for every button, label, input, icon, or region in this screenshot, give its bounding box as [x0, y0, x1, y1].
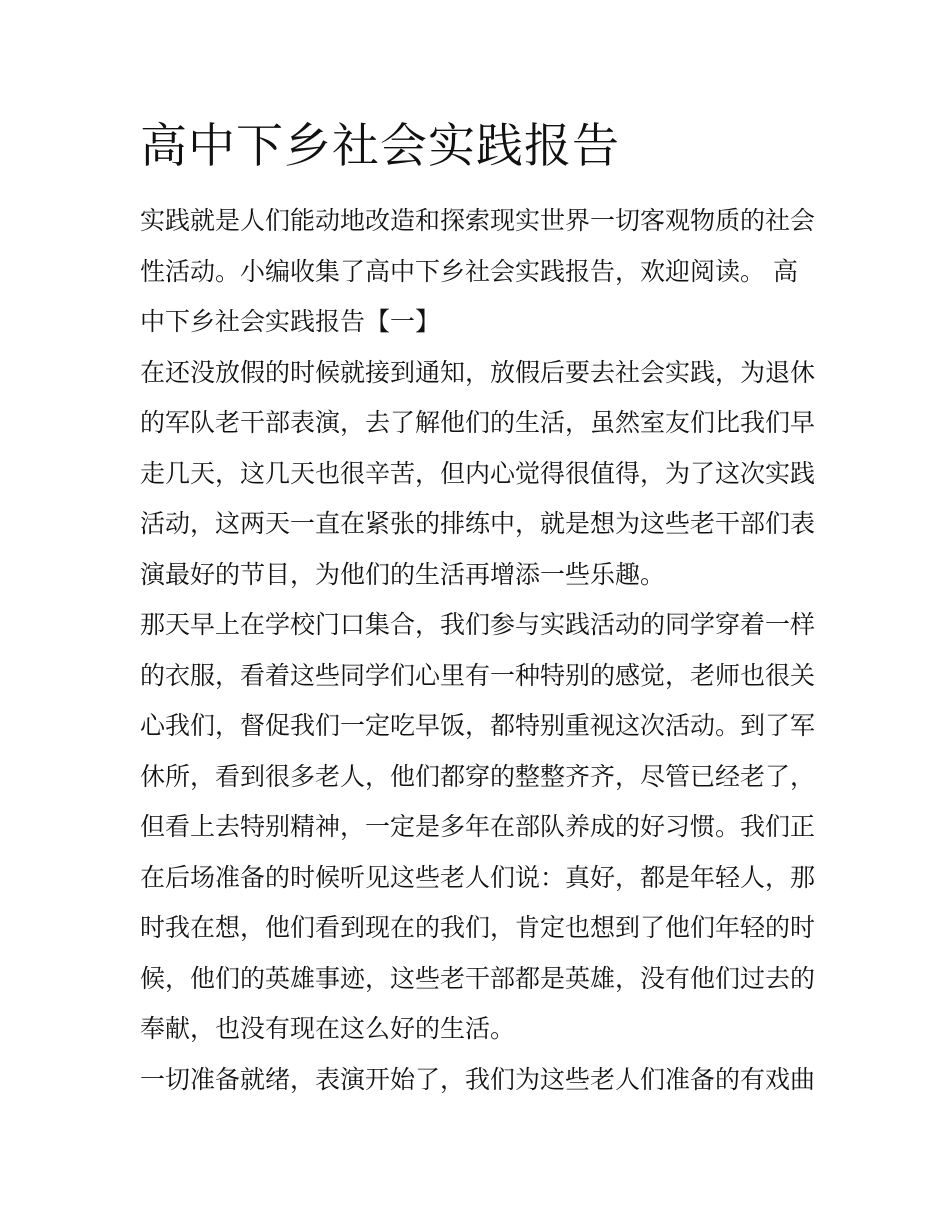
- text-line: 的军队老干部表演，去了解他们的生活，虽然室友们比我们早: [140, 408, 816, 437]
- text-line: 的衣服，看着这些同学们心里有一种特别的感觉，老师也很关: [140, 660, 816, 690]
- text-line: 演最好的节目，为他们的生活再增添一些乐趣。: [140, 559, 666, 589]
- text-line: 在后场准备的时候听见这些老人们说：真好，都是年轻人，那: [140, 862, 816, 892]
- text-line: 一切准备就绪，表演开始了，我们为这些老人们准备的有戏曲: [140, 1064, 816, 1094]
- text-line: 在还没放假的时候就接到通知，放假后要去社会实践，为退休: [140, 357, 816, 387]
- text-line: 心我们，督促我们一定吃早饭，都特别重视这次活动。到了军: [140, 711, 816, 740]
- text-line: 性活动。小编收集了高中下乡社会实践报告，欢迎阅读。 高: [140, 256, 798, 286]
- text-line: 时我在想，他们看到现在的我们，肯定也想到了他们年轻的时: [140, 913, 816, 942]
- text-line: 实践就是人们能动地改造和探索现实世界一切客观物质的社会: [140, 206, 816, 235]
- text-line: 候，他们的英雄事迹，这些老干部都是英雄，没有他们过去的: [140, 963, 816, 993]
- text-line: 活动，这两天一直在紧张的排练中，就是想为这些老干部们表: [140, 509, 816, 538]
- text-line: 走几天，这几天也很辛苦，但内心觉得很值得，为了这次实践: [140, 458, 816, 488]
- document-body: [140, 196, 820, 1105]
- text-line: 奉献，也没有现在这么好的生活。: [140, 1014, 516, 1043]
- text-line: 中下乡社会实践报告【一】: [140, 307, 441, 336]
- text-line: 休所，看到很多老人，他们都穿的整整齐齐，尽管已经老了，: [140, 761, 816, 791]
- text-line: 那天早上在学校门口集合，我们参与实践活动的同学穿着一样: [140, 610, 816, 639]
- text-line: 但看上去特别精神，一定是多年在部队养成的好习惯。我们正: [140, 812, 816, 841]
- document-title: 高中下乡社会实践报告: [140, 119, 620, 174]
